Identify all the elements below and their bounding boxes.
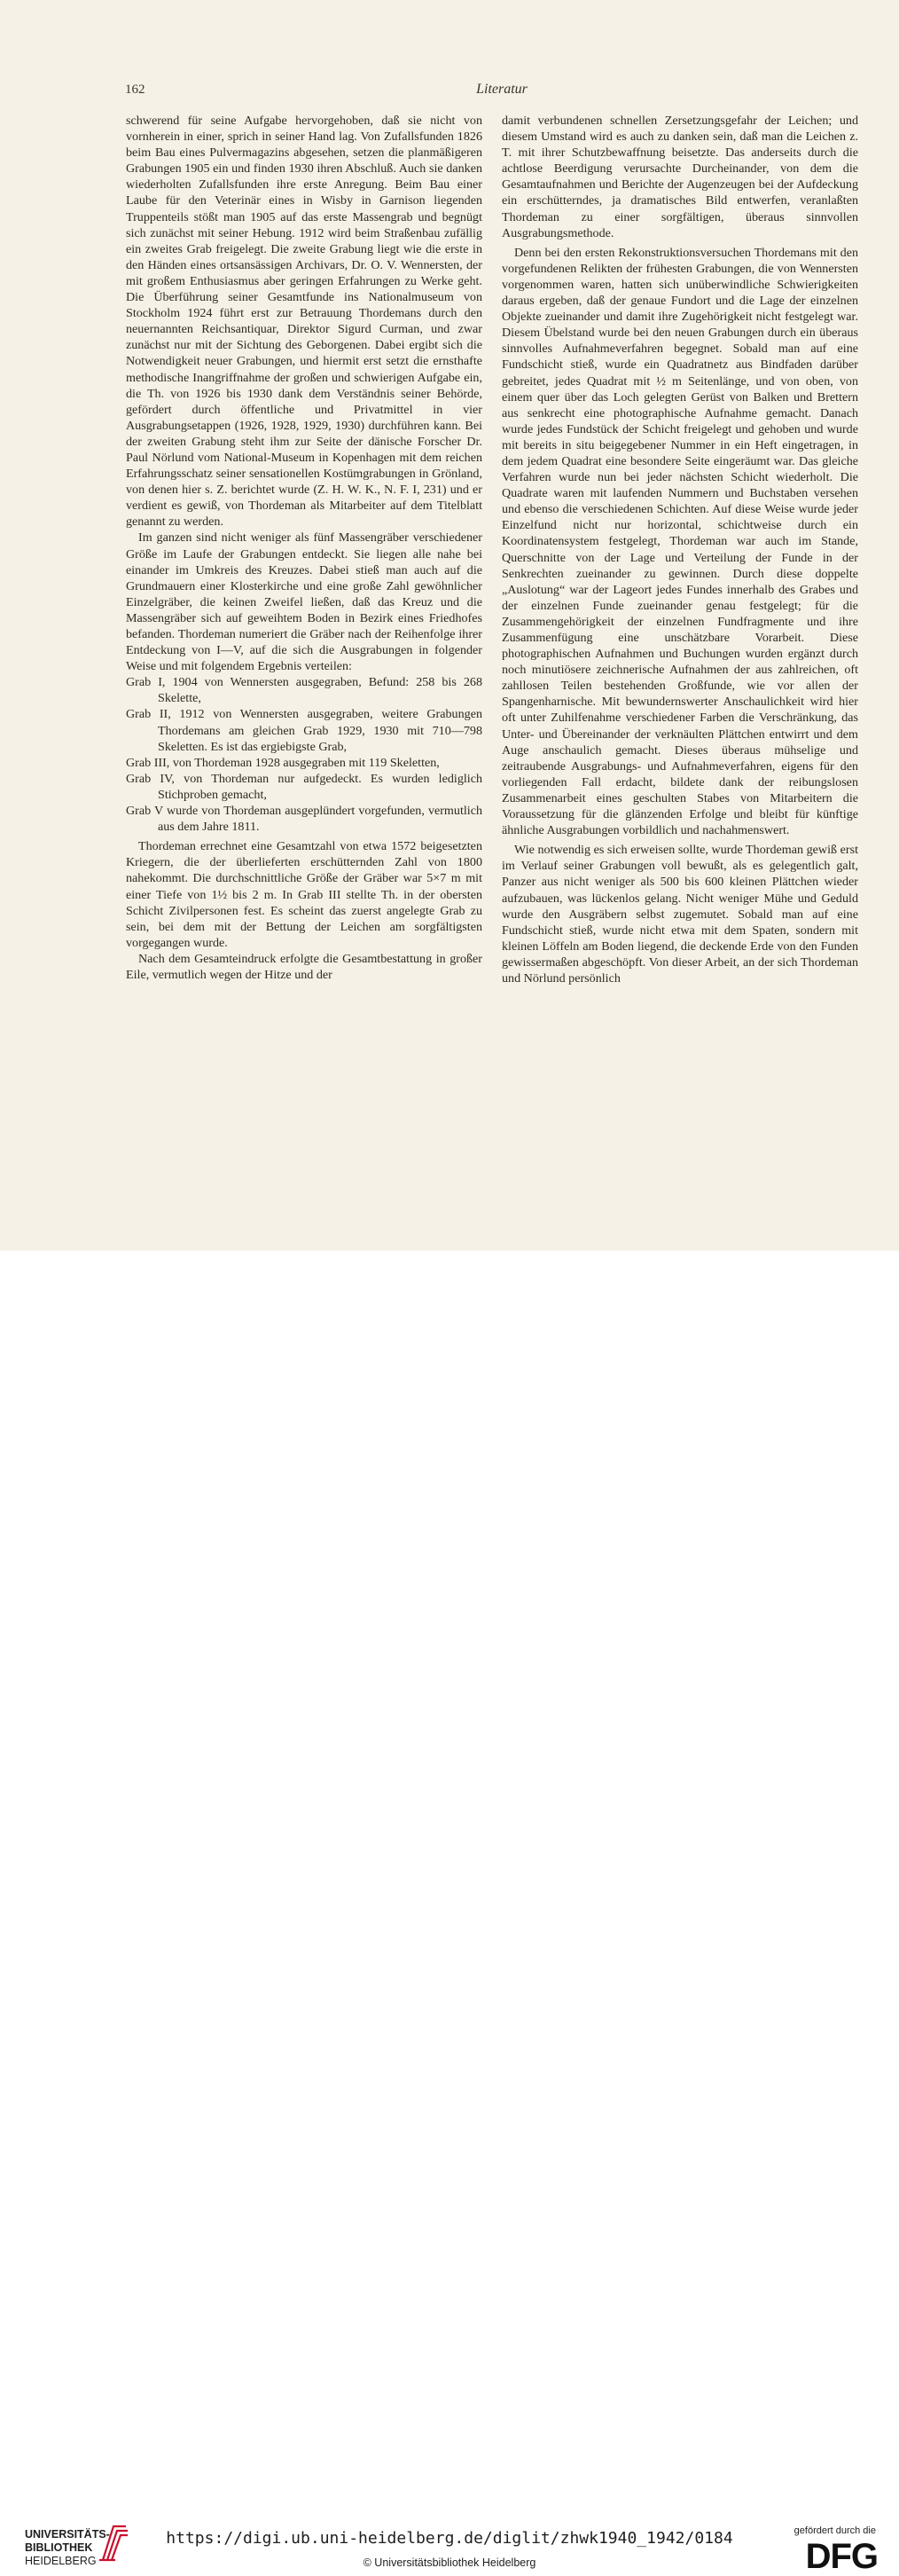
paragraph: Nach dem Gesamteindruck erfolgte die Gesamtbestattung in großer Eile, vermutlich wegen der Hitze und der: [126, 951, 482, 982]
grave-list-item: Grab IV, von Thordeman nur aufgedeckt. Es wurden lediglich Stichproben gemacht,: [126, 771, 482, 802]
dfg-logo: DFG: [805, 2537, 878, 2576]
library-name-line: UNIVERSITÄTS-: [25, 2528, 110, 2541]
footer-bar: [0, 1251, 899, 2576]
library-name-line: HEIDELBERG: [25, 2555, 97, 2567]
grave-list-item: Grab II, 1912 von Wennersten ausgegraben, weitere Grabungen Thordemans am gleichen Grab 1929, 1930 mit 710—798 Skeletten. Es ist das ergiebigste Grab,: [126, 707, 482, 754]
document-url[interactable]: https://digi.ub.uni-heidelberg.de/diglit/zhwk1940_1942/0184: [166, 2529, 733, 2548]
paragraph: Im ganzen sind nicht weniger als fünf Massengräber verschiedener Größe im Laufe der Grabungen entdeckt. Sie liegen alle nahe bei einander im Umkreis des Kreuzes. Dabei stieß man auch auf die Grundmauern einer Klosterkirche und eine große Zahl gewöhnlicher Einzelgräber, die keinen Zweifel ließen, daß das Kreuz und die Massengräber sich auf geweihtem Boden in Bezirk eines Friedhofes befanden. Thordeman numeriert die Gräber nach der Reihenfolge ihrer Entdeckung von I—V, auf die sich die Ausgrabungen in folgender Weise und mit folgendem Ergebnis verteilen:: [126, 530, 482, 674]
page-number: 162: [125, 82, 145, 97]
paragraph: Thordeman errechnet eine Gesamtzahl von etwa 1572 beigesetzten Kriegern, die der überlieferten erschütternden Zahl von 1800 nahekommt. Die durchschnittliche Größe der Gräber war 5×7 m mit einer Tiefe von 1½ bis 2 m. In Grab III stellte Th. in der obersten Schicht Zivilpersonen fest. Es scheint das zuerst angelegte Grab zu sein, bei dem mit der Bettung der Leichen am sorgfältigsten vorgegangen wurde.: [126, 839, 482, 950]
right-column: [502, 113, 858, 986]
scanned-page: [0, 0, 899, 1251]
left-column: [126, 113, 482, 983]
funded-by-caption: gefördert durch die: [793, 2525, 876, 2536]
paragraph: schwerend für seine Aufgabe hervorgehoben, daß sie nicht von vornherein in einer, sprich in seiner Hand lag. Von Zufallsfunden 1826 beim Bau eines Pulvermagazins abgesehen, setzen die planmäßigeren Grabungen 1905 ein und finden 1930 ihren Abschluß. Auch sie danken wiederholten Zufallsfunden ihre erste Anregung. Beim Bau einer Laube für den Veterinär eines in Wisby in Garnison liegenden Truppenteils stößt man 1905 auf das erste Massengrab und begnügt sich zunächst mit seiner Hebung. 1912 wird beim Straßenbau zufällig ein zweites Grab freigelegt. Die zweite Grabung liegt wie die erste in den Händen eines ortsansässigen Archivars, Dr. O. V. Wennersten, der mit großem Enthusiasmus aber geringen Erfahrungen zu Werke geht. Die Überführung seiner Gesamtfunde ins Nationalmuseum von Stockholm 1924 führt erst zur Betrauung Thordemans durch den neuernannten Reichsantiquar, Direktor Sigurd Curman, und zwar zunächst nur mit der Sichtung des Geborgenen. Dabei ergibt sich die Notwendigkeit neuer Grabungen, und hiermit erst setzt die ernsthafte methodische Inangriffnahme der großen und schwierigen Aufgabe ein, die Th. von 1926 bis 1930 dank dem Verständnis seiner Behörde, gefördert durch öffentliche und Privatmittel in vier Ausgrabungsetappen (1926, 1928, 1929, 1930) durchführen kann. Bei der zweiten Grabung steht ihm zur Seite der dänische Forscher Dr. Paul Nörlund vom National-Museum in Kopenhagen mit dem reichen Erfahrungsschatz seiner sensationellen Kostümgrabungen in Grönland, von denen hier s. Z. berichtet wurde (Z. H. W. K., N. F. I, 231) und er verdient es gewiß, von Thordeman als Mitarbeiter auf dem Titelblatt genannt zu werden.: [126, 114, 482, 530]
paragraph: damit verbundenen schnellen Zersetzungsgefahr der Leichen; und diesem Umstand wird es auch zu danken sein, daß man die Leichen z. T. mit ihrer Schutzbewaffnung beisetzte. Das anderseits durch die achtlose Beerdigung verursachte Durcheinander, von dem die Gesamtaufnahmen und Berichte der Augenzeugen bei der Aufdeckung ein erschütterndes, ja dramatisches Bild entwerfen, veranlaßten Thordeman zu einer sorgfältigen, überaus sinnvollen Ausgrabungsmethode.: [502, 114, 858, 240]
grave-list-item: Grab I, 1904 von Wennersten ausgegraben, Befund: 258 bis 268 Skelette,: [126, 675, 482, 706]
running-title: Literatur: [476, 82, 528, 97]
paragraph: Wie notwendig es sich erweisen sollte, wurde Thordeman gewiß erst im Verlauf seiner Grabungen voll bewußt, als es gelegentlich galt, Panzer aus nicht weniger als 500 bis 600 kleinen Plättchen wieder aufzubauen, was lückenlos gelang. Nicht weniger Mühe und Geduld wurde den Ausgräbern selbst zugemutet. Sobald man auf eine Fundschicht stieß, wurde nicht etwa mit dem Spaten, sondern mit kleinen Löffeln am Boden liegend, die deckende Erde von den Funden gewissermaßen abgeschöpft. Von dieser Arbeit, an der sich Thordeman und Nörlund persönlich: [502, 843, 858, 986]
library-name-line: BIBLIOTHEK: [25, 2541, 93, 2554]
grave-list-item: Grab III, von Thordeman 1928 ausgegraben mit 119 Skeletten,: [126, 755, 440, 770]
paragraph: Denn bei den ersten Rekonstruktionsversuchen Thordemans mit den vorgefundenen Relikten der frühesten Grabungen, die von Wennersten vorgenommen waren, hatten sich unüberwindliche Schwierigkeiten daraus ergeben, daß der genaue Fundort und die Lage der einzelnen Objekte zueinander und damit ihre Zugehörigkeit nicht festgelegt war. Diesem Übelstand wurde bei den neuen Grabungen durch ein überaus sinnvolles Aufnahmeverfahren begegnet. Sobald man auf eine Fundschicht stieß, wurde ein Quadratnetz aus Bindfaden darüber gebreitet, jedes Quadrat mit ½ m Seitenlänge, und von oben, von einem quer über das Loch gelegten Gerüst von Balken und Brettern aus senkrecht eine photographische Aufnahme gemacht. Danach wurde jedes Fundstück der Schicht freigelegt und gehoben und wurde mit bereits in situ beigegebener Nummer in ein Heft eingetragen, in dem jedem Quadrat eine besondere Seite eingeräumt war. Das gleiche Verfahren wurde nun bei jeder nächsten Schicht wiederholt. Die Quadrate waren mit laufenden Nummern und Buchstaben versehen und ebenso die verschiedenen Schichten. Auf diese Weise wurde jeder Einzelfund nicht nur horizontal, schichtweise durch ein Koordinatensystem festgelegt, Thordeman war auch im Stande, Querschnitte von der Lage und Verteilung der Funde in der Senkrechten zueinander zu gewinnen. Durch diese doppelte „Auslotung“ war der Lageort jedes Fundes innerhalb des Grabes und der einzelnen Funde zueinander genau festgelegt; für die Zusammengehörigkeit der einzelnen Fundfragmente und ihre Zusammenfügung eine unschätzbare Vorarbeit. Diese photographischen Aufnahmen und Buchungen wurden ergänzt durch noch minutiösere zeichnerische Aufnahmen der aus zahlreichen, oft zahllosen Teilen bestehenden Großfunde, wie vor allen der Spangenharnische. Mit bewundernswerter Anschaulichkeit wird hier oft unter Zuhilfenahme verschiedener Farben die Verschränkung, das Unter- und Übereinander der verknäulten Plättchen entwirrt und dem Auge anschaulich gemacht. Dieses überaus mühselige und zeitraubende Ausgrabungs- und Aufnahmeverfahren, eigens für den vorliegenden Fall erdacht, bildete dank der reibungslosen Zusammenarbeit eines geschulten Stabes von Mitarbeitern die Voraussetzung für die glänzenden Erfolge und bleibt für künftige ähnliche Ausgrabungen vorbildlich und nachahmenswert.: [502, 245, 858, 838]
grave-list-item: Grab V wurde von Thordeman ausgeplündert vorgefunden, vermutlich aus dem Jahre 1811.: [126, 804, 482, 835]
copyright-notice: © Universitätsbibliothek Heidelberg: [363, 2556, 536, 2569]
